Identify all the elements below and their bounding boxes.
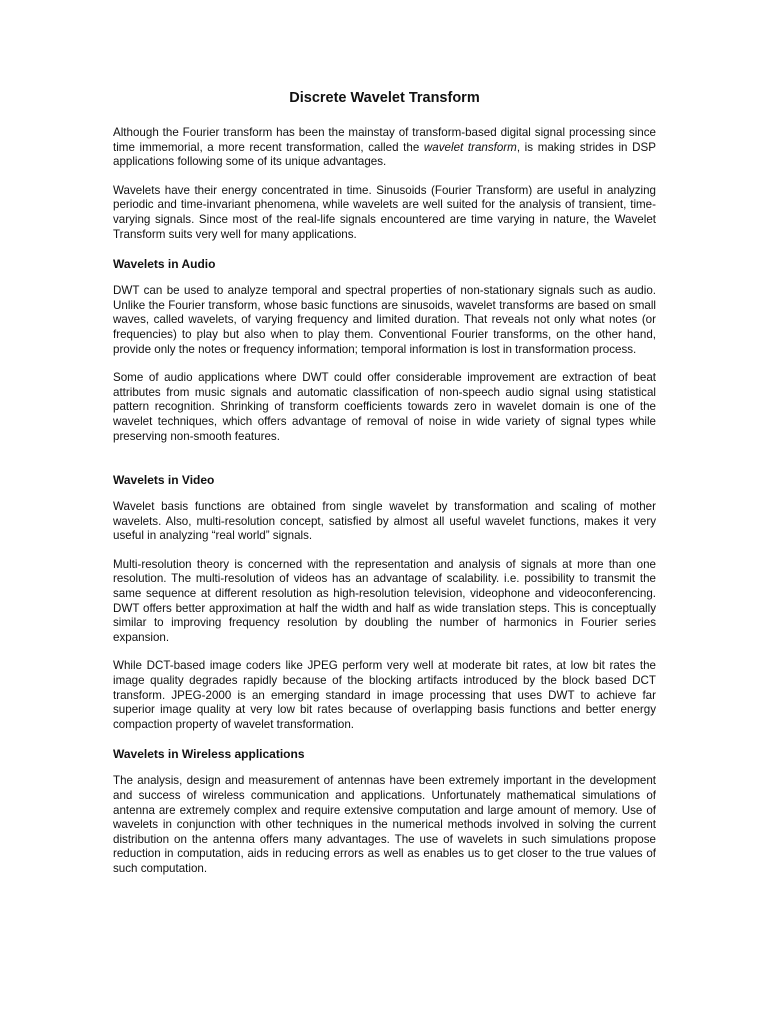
video-paragraph-2: Multi-resolution theory is concerned with the representation and analysis of signals at more than one resolution. The multi-resolution of videos has an advantage of scalability. i.e. possibility to transmit the same sequence at different resolution as high-resolution television, videophone and videoconferencing. DWT offers better approximation at half the width and half as wide translation steps. This is conceptually similar to improving frequency resolution by doubling the number of harmonics in Fourier series expansion. [113, 557, 656, 644]
intro-paragraph-2: Wavelets have their energy concentrated in time. Sinusoids (Fourier Transform) are useful in analyzing periodic and time-invariant phenomena, while wavelets are well suited for the analysis of transient, time-varying signals. Since most of the real-life signals encountered are time varying in nature, the Wavelet Transform suits very well for many applications. [113, 183, 656, 241]
intro-text-before: Although the Fourier transform has been the mainstay of transform-based digital signal processing since time immemorial, a more recent transformation, called the [113, 126, 656, 154]
wireless-paragraph-1: The analysis, design and measurement of antennas have been extremely important in the development and success of wireless communication and applications. Unfortunately mathematical simulations of antenna are extremely complex and require extensive computation and large amount of memory. Use of wavelets in conjunction with other techniques in the numerical methods involved in solving the current distribution on the antenna offers many advantages. The use of wavelets in such simulations propose reduction in computation, aids in reducing errors as well as enables us to get closer to the true values of such computation. [113, 774, 656, 875]
audio-paragraph-1: DWT can be used to analyze temporal and spectral properties of non-stationary signals such as audio. Unlike the Fourier transform, whose basic functions are sinusoids, wavelet transforms are based on small waves, called wavelets, of varying frequency and limited duration. That reveals not only what notes (or frequencies) to play but also when to play them. Conventional Fourier transforms, on the other hand, provide only the notes or frequency information; temporal information is lost in transformation process. [113, 284, 656, 356]
video-paragraph-3: While DCT-based image coders like JPEG perform very well at moderate bit rates, at low bit rates the image quality degrades rapidly because of the blocking artifacts introduced by the block based DCT transform. JPEG-2000 is an emerging standard in image processing that uses DWT to achieve far superior image quality at very low bit rates because of overlapping basis functions and better energy compaction property of wavelet transformation. [113, 659, 656, 731]
document-title: Discrete Wavelet Transform [289, 90, 480, 106]
document-page [113, 88, 656, 891]
intro-emphasis: wavelet transform [423, 140, 517, 154]
section-heading-wireless: Wavelets in Wireless applications [113, 747, 305, 762]
section-heading-audio: Wavelets in Audio [113, 257, 216, 272]
intro-text-after: , is making strides in DSP applications following some of its unique advantages. [113, 140, 656, 169]
intro-paragraph-1 [113, 126, 656, 170]
video-paragraph-1: Wavelet basis functions are obtained from single wavelet by transformation and scaling of mother wavelets. Also, multi-resolution concept, satisfied by almost all useful wavelet functions, makes it very useful in analyzing “real world” signals. [113, 500, 656, 543]
section-heading-video: Wavelets in Video [113, 473, 215, 488]
audio-paragraph-2: Some of audio applications where DWT could offer considerable improvement are extraction of beat attributes from music signals and automatic classification of non-speech audio signal using statistical pattern recognition. Shrinking of transform coefficients towards zero in wavelet domain is one of the wavelet techniques, which offers advantage of removal of noise in wide variety of signal types while preserving non-smooth features. [113, 371, 656, 443]
